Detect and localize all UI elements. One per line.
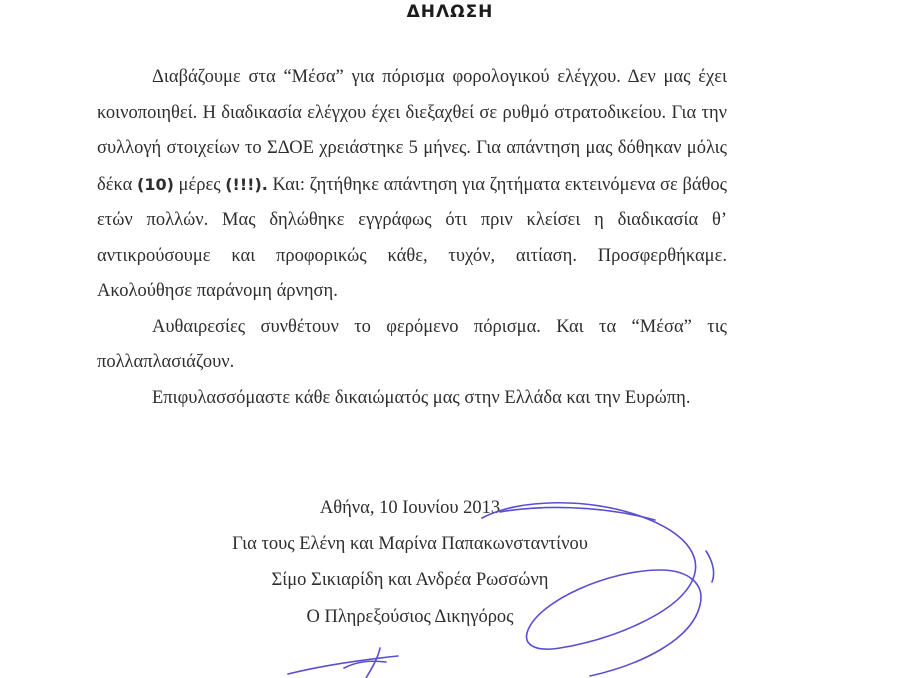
document-body xyxy=(97,60,727,416)
paragraph-2: Αυθαιρεσίες συνθέτουν το φερόμενο πόρισμα. Και τα “Μέσα” τις πολλαπλασιάζουν. xyxy=(97,316,727,372)
signatory-role: Ο Πληρεξούσιος Δικηγόρος xyxy=(306,607,514,627)
paragraph-1-part-1: Διαβάζουμε στα “Μέσα” για πόρισμα φορολογικού ελέγχου. Δεν μας έχει κοινοποιηθεί. Η διαδικασία ελέγχου έχει διεξαχθεί σε ρυθμό στρατοδικείου. Για την συλλογή στοιχείων το ΣΔΟΕ χρειάστηκε 5 μήνες. Για απάντηση μας δόθηκαν μόλις δέκα xyxy=(97,67,727,195)
paragraph-1-bold-exclaim: (!!!). xyxy=(225,174,268,194)
paragraph-1 xyxy=(97,60,727,310)
also-on-behalf-of: Σίμο Σικιαρίδη και Ανδρέα Ρωσσώνη xyxy=(271,570,549,590)
on-behalf-of: Για τους Ελένη και Μαρίνα Παπακωνσταντίνου xyxy=(232,534,588,554)
paragraph-3: Επιφυλασσόμαστε κάθε δικαιώματός μας στην Ελλάδα και την Ευρώπη. xyxy=(152,387,691,408)
paragraph-1-bold-days: (10) xyxy=(137,174,174,194)
paragraph-1-part-2: μέρες xyxy=(173,174,226,195)
place-date: Αθήνα, 10 Ιουνίου 2013 xyxy=(319,498,501,518)
document-title: ΔΗΛΩΣΗ xyxy=(406,2,494,22)
paragraph-1-part-3: Και: ζητήθηκε απάντηση για ζητήματα εκτεινόμενα σε βάθος ετών πολλών. Μας δηλώθηκε εγγράφως ότι πριν κλείσει η διαδικασία θ’ αντικρούσουμε και προφορικώς κάθε, τυχόν, αιτίαση. Προσφερθήκαμε. Ακολούθησε παράνομη άρνηση. xyxy=(97,174,727,301)
